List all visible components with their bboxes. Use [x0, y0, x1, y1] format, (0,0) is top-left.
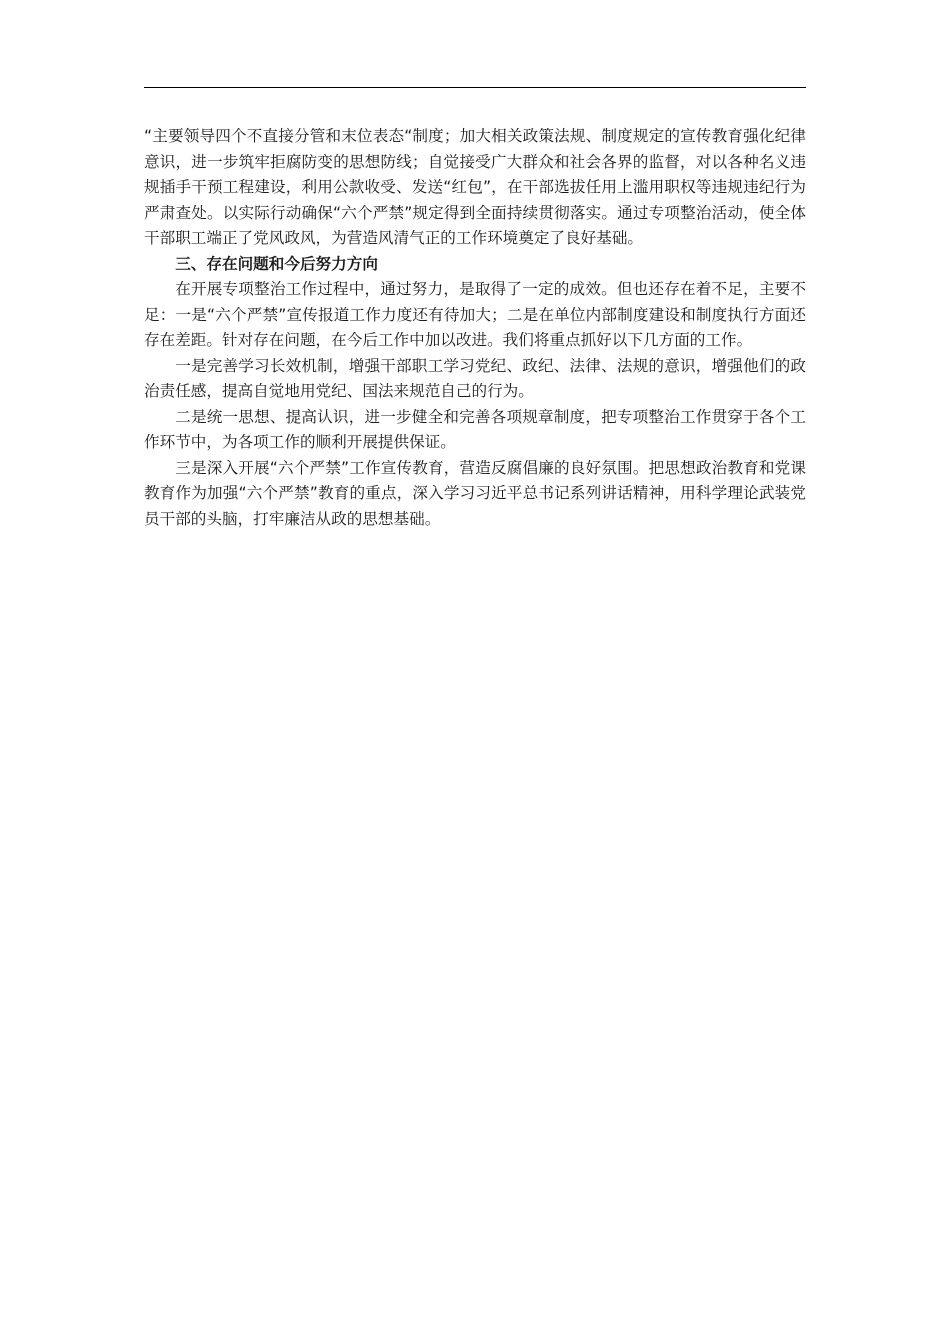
paragraph-point-two: 二是统一思想、提高认识，进一步健全和完善各项规章制度，把专项整治工作贯穿于各个工作环节中，为各项工作的顺利开展提供保证。 [144, 407, 806, 451]
section-heading: 三、存在问题和今后努力方向 [175, 254, 378, 273]
paragraph-continuation: “主要领导四个不直接分管和末位表态“制度；加大相关政策法规、制度规定的宣传教育强化纪律意识，进一步筑牢拒腐防变的思想防线；自觉接受广大群众和社会各界的监督，对以各种名义违规插手干预工程建设，利用公款收受、发送“红包”，在干部选拔任用上滥用职权等违规违纪行为严肃查处。以实际行动确保“六个严禁”规定得到全面持续贯彻落实。通过专项整治活动，使全体干部职工端正了党风政风，为营造风清气正的工作环境奠定了良好基础。 [144, 127, 806, 247]
header-rule [144, 87, 806, 88]
paragraph-point-one: 一是完善学习长效机制，增强干部职工学习党纪、政纪、法律、法规的意识，增强他们的政治责任感，提高自觉地用党纪、国法来规范自己的行为。 [144, 356, 806, 400]
document-body [144, 124, 806, 532]
paragraph-problems: 在开展专项整治工作过程中，通过努力，是取得了一定的成效。但也还存在着不足，主要不足：一是“六个严禁”宣传报道工作力度还有待加大；二是在单位内部制度建设和制度执行方面还存在差距。针对存在问题，在今后工作中加以改进。我们将重点抓好以下几方面的工作。 [144, 280, 806, 349]
paragraph-point-three: 三是深入开展“六个严禁”工作宣传教育，营造反腐倡廉的良好氛围。把思想政治教育和党课教育作为加强“六个严禁”教育的重点，深入学习习近平总书记系列讲话精神，用科学理论武装党员干部的头脑，打牢廉洁从政的思想基础。 [144, 458, 806, 528]
